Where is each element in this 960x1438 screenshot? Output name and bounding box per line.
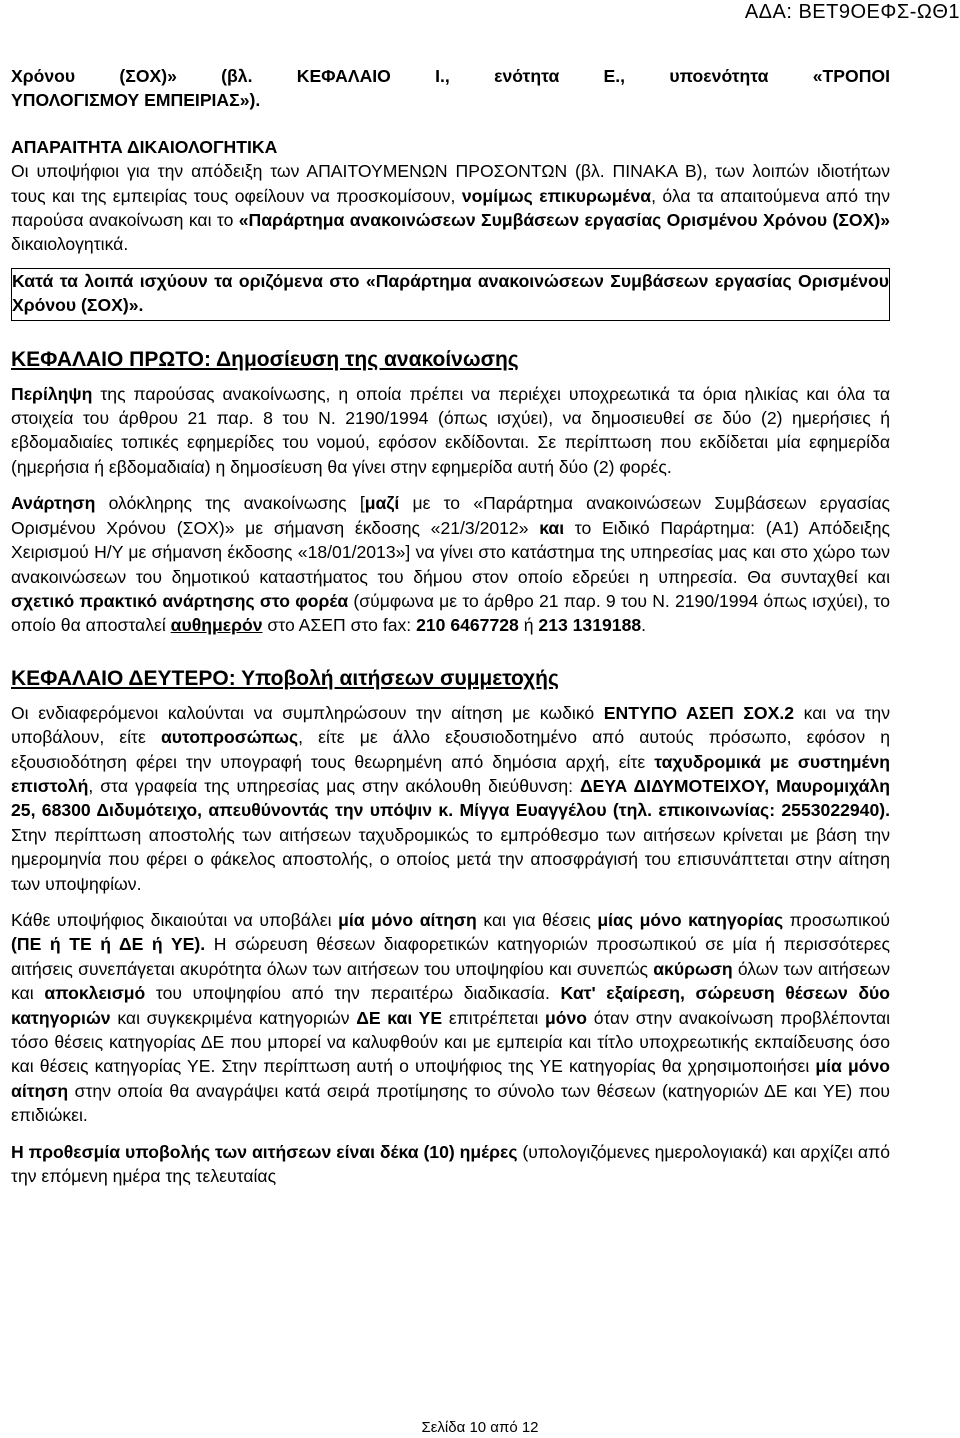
paragraph-continuation [11, 64, 890, 113]
together-word: μαζί [364, 493, 400, 514]
paragraph-deadline: Η προθεσμία υποβολής των αιτήσεων είναι δέκα (10) ημέρες (υπολογιζόμενες ημερολογιακά) και αρχίζει από την επόμενη ημέρα της τελευταίας [11, 1141, 890, 1187]
submission-address: ΔΕΥΑ ΔΙΔΥΜΟΤΕΙΧΟΥ, Μαυρομιχάλη 25, 68300 Διδυμότειχο, απευθύνοντάς την υπόψιν κ. Μίγγα Ευαγγέλου (τηλ. επικοινωνίας: 2553022940). [11, 775, 890, 821]
continuation-line-1: Χρόνου (ΣΟΧ)» (βλ. ΚΕΦΑΛΑΙΟ Ι., ενότητα Ε., υποενότητα «ΤΡΟΠΟΙ [11, 66, 890, 86]
form-code: ΕΝΤΥΠΟ ΑΣΕΠ ΣΟΧ.2 [603, 702, 795, 723]
paragraph-submission: Οι ενδιαφερόμενοι καλούνται να συμπληρώσουν την αίτηση με κωδικό ΕΝΤΥΠΟ ΑΣΕΠ ΣΟΧ.2 και να την υποβάλουν, είτε αυτοπροσώπως, είτε με άλλο εξουσιοδοτημένο από αυτούς πρόσωπο, εφόσον η εξουσιοδότηση φέρει την υπογραφή τους θεωρημένη από δημόσια αρχή, είτε ταχυδρομικά με συστημένη επιστολή, στα γραφεία της υπηρεσίας μας στην ακόλουθη διεύθυνση: ΔΕΥΑ ΔΙΔΥΜΟΤΕΙΧΟΥ, Μαυρομιχάλη 25, 68300 Διδυμότειχο, απευθύνοντάς την υπόψιν κ. Μίγγα Ευαγγέλου (τηλ. επικοινωνίας: 2553022940). Στην περίπτωση αποστολής των αιτήσεων ταχυδρομικώς το εμπρόθεσμο των αιτήσεων κρίνεται με βάση την ημερομηνία που φέρει ο φάκελος αποστολής, ο οποίος μετά την αποσφράγισή του επισυνάπτεται στην αίτηση των υποψηφίων. [11, 702, 891, 894]
req-text-c: δικαιολογητικά. [11, 234, 129, 255]
chapter-one-title: ΚΕΦΑΛΑΙΟ ΠΡΩΤΟ: Δημοσίευση της ανακοίνωσης [11, 347, 519, 371]
req-bold-a: νομίμως επικυρωμένα [461, 185, 652, 206]
req-text-b: , όλα τα απαιτούμενα από την παρούσα ανακοίνωση και το [11, 185, 891, 231]
deadline-text: Η προθεσμία υποβολής των αιτήσεων είναι δέκα (10) ημέρες [11, 1141, 518, 1162]
paragraph-required-documents [11, 159, 890, 257]
paragraph-posting: Ανάρτηση ολόκληρης της ανακοίνωσης [μαζί με το «Παράρτημα ανακοινώσεων Συμβάσεων εργασίας Ορισμένου Χρόνου (ΣΟΧ)» με σήμανση έκδοσης «21/3/2012» και το Ειδικό Παράρτημα: (Α1) Απόδειξης Χειρισμού Η/Υ με σήμανση έκδοσης «18/01/2013»] να γίνει στο κατάστημα της υπηρεσίας μας και στο χώρο των ανακοινώσεων του δημοτικού καταστήματος του δήμου στον οποίο εδρεύει η υπηρεσία. Θα συνταχθεί και σχετικό πρακτικό ανάρτησης στο φορέα (σύμφωνα με το άρθρο 21 παρ. 9 του Ν. 2190/1994 όπως ισχύει), το οποίο θα αποσταλεί αυθημερόν στο ΑΣΕΠ στο fax: 210 6467728 ή 213 1319188. [11, 493, 891, 636]
posting-record: σχετικό πρακτικό ανάρτησης στο φορέα [11, 590, 349, 611]
req-text-a: Οι υποψήφιοι για την απόδειξη των ΑΠΑΙΤΟΥΜΕΝΩΝ ΠΡΟΣΟΝΤΩΝ (βλ. ΠΙΝΑΚΑ Β), των λοιπών ιδιοτήτων τους και της εμπειρίας τους οφείλουν να προσκομίσουν, [11, 161, 890, 206]
summary-label: Περίληψη [11, 383, 93, 404]
req-bold-b: «Παράρτημα ανακοινώσεων Συμβάσεων εργασίας Ορισμένου Χρόνου (ΣΟΧ)» [238, 210, 890, 231]
fax-number-2: 213 1319188 [538, 615, 642, 636]
section-heading-required-documents [11, 135, 890, 159]
paragraph-single-application: Κάθε υποψήφιος δικαιούται να υποβάλει μία μόνο αίτηση και για θέσεις μίας μόνο κατηγορίας προσωπικού (ΠΕ ή ΤΕ ή ΔΕ ή ΥΕ). Η σώρευση θέσεων διαφορετικών κατηγοριών προσωπικού σε μία ή περισσότερες αιτήσεις συνεπάγεται ακυρότητα όλων των αιτήσεων του υποψηφίου και συνεπώς ακύρωση όλων των αιτήσεων και αποκλεισμό του υποψηφίου από την περαιτέρω διαδικασία. Κατ' εξαίρεση, σώρευση θέσεων δύο κατηγοριών και συγκεκριμένα κατηγοριών ΔΕ και ΥΕ επιτρέπεται μόνο όταν στην ανακοίνωση προβλέπονται τόσο θέσεις κατηγορίας ΔΕ που μπορεί να καλυφθούν και με εμπειρία και τίτλο υποχρεωτικής εκπαίδευσης όσο και θέσεις κατηγορίας ΥΕ. Στην περίπτωση αυτή ο υποψήφιος της ΥΕ κατηγορίας θα χρησιμοποιήσει μία μόνο αίτηση στην οποία θα αναγράψει κατά σειρά προτίμησης το σύνολο των θέσεων (κατηγοριών ΔΕ και ΥΕ) που επιδιώκει. [11, 909, 891, 1126]
required-documents-title: ΑΠΑΡΑΙΤΗΤΑ ΔΙΚΑΙΟΛΟΓΗΤΙΚΑ [11, 136, 278, 157]
summary-text: της παρούσας ανακοίνωσης, η οποία πρέπει να περιέχει υποχρεωτικά τα όρια ηλικίας και όλα τα στοιχεία του άρθρου 21 παρ. 8 του Ν. 2190/1994 (όπως ισχύει), να δημοσιευθεί σε δύο (2) ημερήσιες ή εβδομαδιαίες τοπικές εφημερίδες του νομού, εφόσον εκδίδονται. Σε περίπτωση που εκδίδεται μία εφημερίδα (ημερήσια ή εβδομαδιαία) η δημοσίευση θα γίνει στην εφημερίδα αυτή δύο (2) φορές. [11, 383, 890, 477]
posting-label: Ανάρτηση [11, 493, 96, 514]
page-number: Σελίδα 10 από 12 [421, 1419, 539, 1436]
ada-code: ΑΔΑ: ΒΕΤ9ΟΕΦΣ-ΩΘ1 [744, 1, 960, 23]
continuation-line-2: ΥΠΟΛΟΓΙΣΜΟΥ ΕΜΠΕΙΡΙΑΣ»). [11, 90, 261, 111]
boxed-note-text: Κατά τα λοιπά ισχύουν τα οριζόμενα στο «Παράρτημα ανακοινώσεων Συμβάσεων εργασίας Ορισμένου Χρόνου (ΣΟΧ)». [12, 270, 889, 316]
boxed-note [11, 268, 890, 321]
fax-number-1: 210 6467728 [416, 615, 519, 636]
paragraph-summary [11, 382, 890, 480]
chapter-two-title: ΚΕΦΑΛΑΙΟ ΔΕΥΤΕΡΟ: Υποβολή αιτήσεων συμμετοχής [11, 666, 559, 690]
document-body [11, 64, 890, 1188]
same-day-word: αυθημερόν [170, 615, 263, 636]
